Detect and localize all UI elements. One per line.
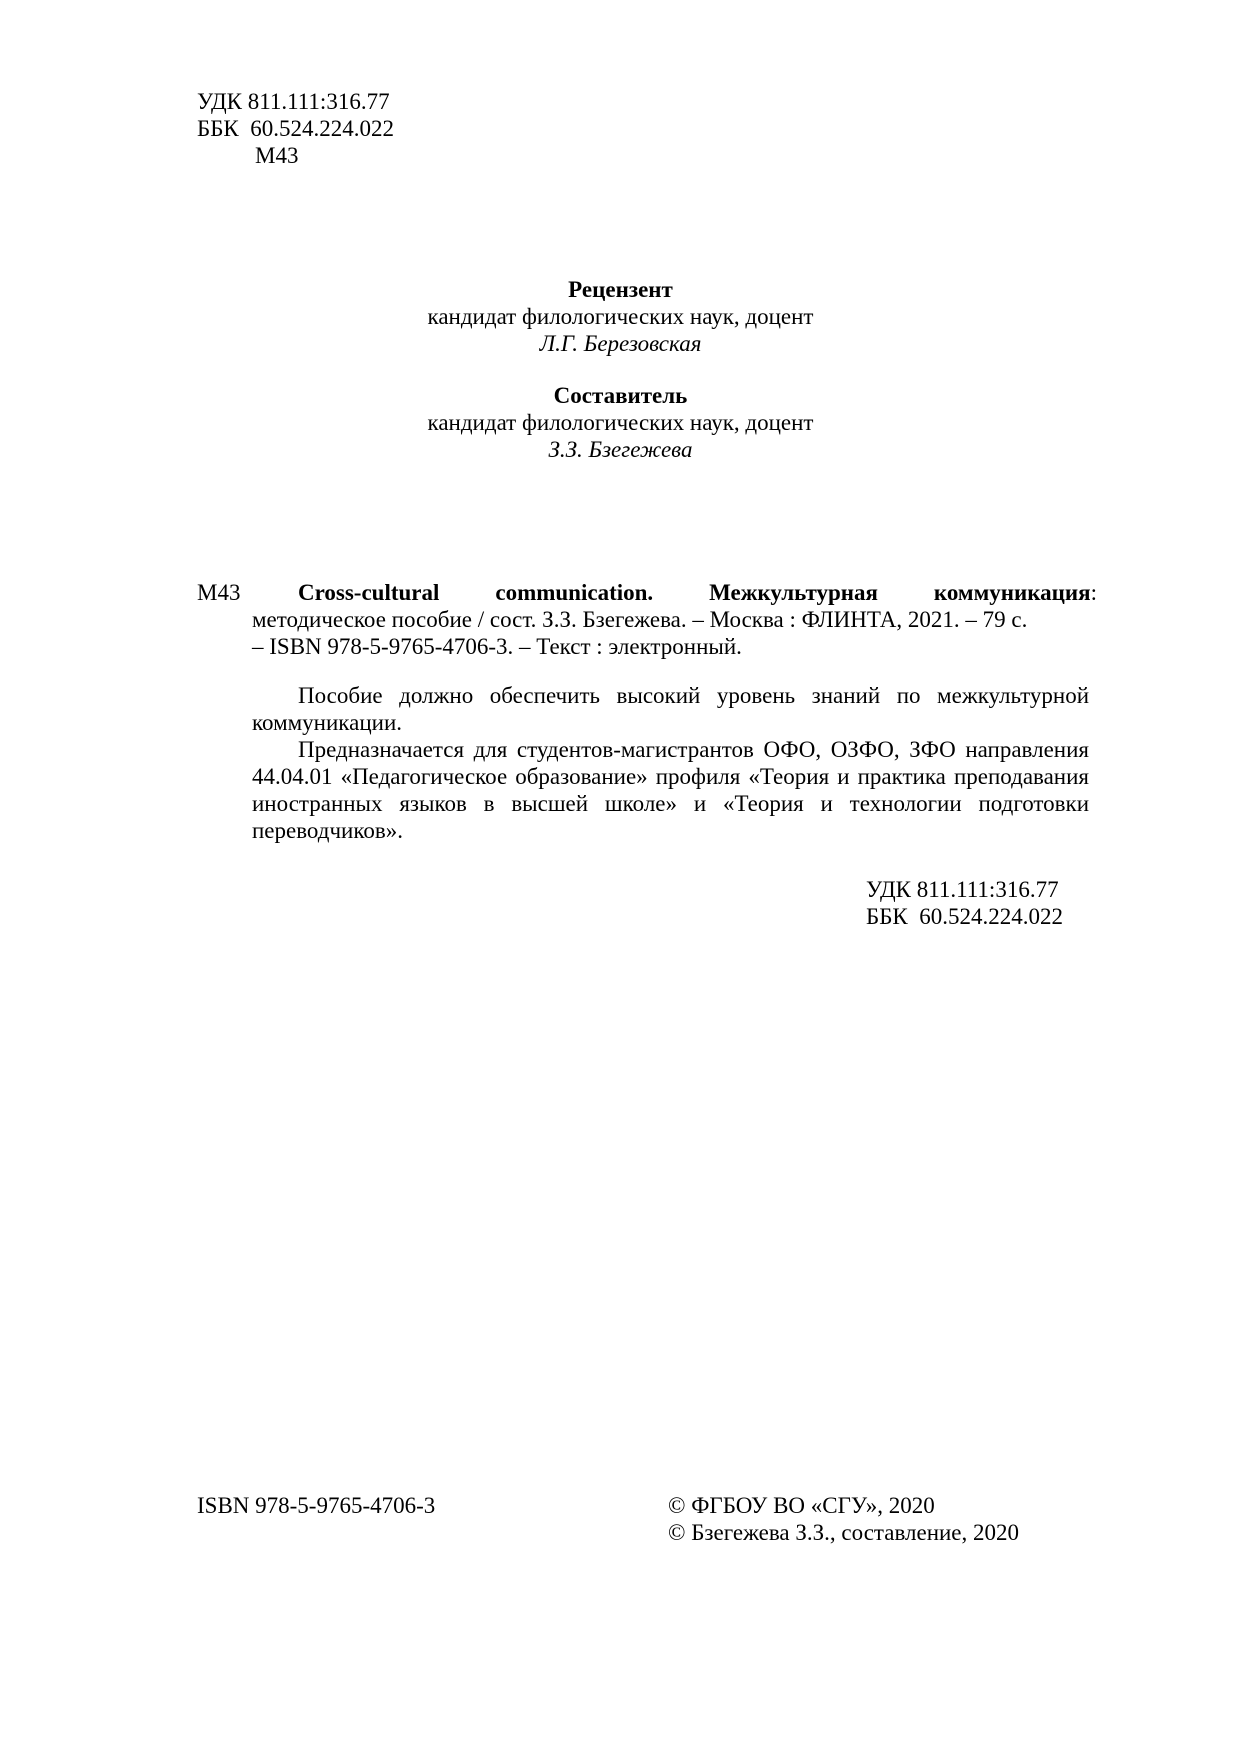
compiler-name: З.З. Бзегежева — [548, 437, 693, 462]
reviewer-name: Л.Г. Березовская — [539, 331, 702, 356]
biblio-line-3: – ISBN 978-5-9765-4706-3. – Текст : электронный. — [252, 634, 742, 659]
bibliographic-entry — [252, 579, 1097, 660]
reviewer-title: кандидат филологических наук, доцент — [427, 304, 814, 329]
biblio-line-2: методическое пособие / сост. З.З. Бзегежева. – Москва : ФЛИНТА, 2021. – 79 с. — [252, 607, 1028, 632]
biblio-title-line — [252, 579, 1097, 606]
bottom-classification-block — [866, 876, 1063, 930]
biblio-title-word: Cross-cultural — [298, 580, 440, 605]
udk-code: УДК 811.111:316.77 — [866, 877, 1059, 902]
copyright-line: © ФГБОУ ВО «СГУ», 2020 — [668, 1493, 935, 1518]
biblio-title-word: communication. — [495, 580, 654, 605]
biblio-title-word: коммуникация — [933, 580, 1091, 605]
biblio-author-mark: М43 — [197, 580, 241, 605]
biblio-title-suffix: : — [1090, 580, 1097, 605]
isbn: ISBN 978-5-9765-4706-3 — [197, 1493, 436, 1518]
reviewer-role: Рецензент — [568, 277, 673, 302]
biblio-title-word: Межкультурная — [709, 580, 878, 605]
annotation-paragraph: Пособие должно обеспечить высокий уровень знаний по межкультурной коммуникации. — [252, 683, 1089, 735]
bbk-code: ББК 60.524.224.022 — [866, 904, 1064, 929]
annotation — [252, 682, 1089, 844]
compiler-block — [0, 382, 1241, 463]
copyright-line: © Бзегежева З.З., составление, 2020 — [668, 1520, 1020, 1545]
compiler-title: кандидат филологических наук, доцент — [427, 410, 814, 435]
udk-code: УДК 811.111:316.77 — [197, 89, 390, 114]
bbk-code: ББК 60.524.224.022 — [197, 116, 395, 141]
reviewer-block — [0, 276, 1241, 357]
biblio-title-end — [934, 579, 1097, 606]
top-classification-block — [197, 88, 394, 169]
compiler-role: Составитель — [553, 383, 688, 408]
annotation-paragraph: Предназначается для студентов-магистрантов ОФО, ОЗФО, ЗФО направления 44.04.01 «Педагогическое образование» профиля «Теория и практика преподавания иностранных языков в высшей школе» и «Теория и технологии подготовки переводчиков». — [252, 737, 1089, 843]
copyright-block — [668, 1492, 1019, 1546]
author-mark: М43 — [255, 143, 299, 168]
